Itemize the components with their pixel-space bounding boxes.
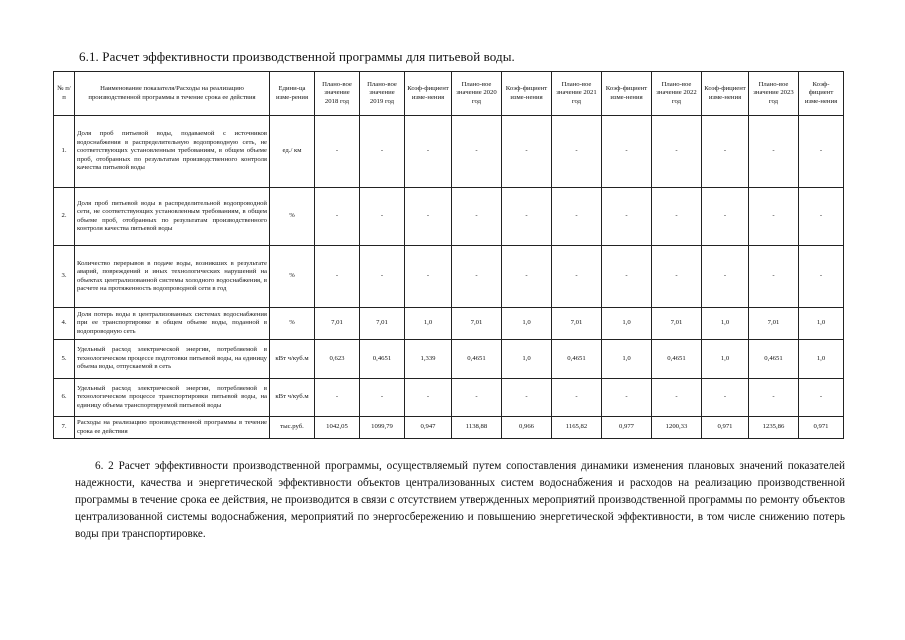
table-row: [54, 417, 844, 439]
value-cell: 1200,33: [652, 417, 702, 439]
column-header: Коэф-фициент изме-нения: [502, 72, 552, 116]
table-row: [54, 308, 844, 340]
value-cell: -: [749, 246, 799, 308]
column-header: Коэф-фициент изме-нения: [602, 72, 652, 116]
indicator-name: Доля проб питьевой воды, подаваемой с источников водоснабжения в распределительную водопроводную сеть, не соответствующих установленным требованиям, в общем объеме проб, отобранных по результатам производственного контроля качества питьевой воды: [75, 116, 270, 188]
value-cell: 1,0: [602, 340, 652, 379]
unit-cell: тыс.руб.: [270, 417, 315, 439]
value-cell: 1,339: [405, 340, 452, 379]
table-row: [54, 246, 844, 308]
value-cell: 1042,05: [315, 417, 360, 439]
unit-cell: %: [270, 188, 315, 246]
value-cell: -: [702, 188, 749, 246]
value-cell: 7,01: [749, 308, 799, 340]
table-row: [54, 116, 844, 188]
column-header: Коэф-фициент изме-нения: [405, 72, 452, 116]
value-cell: -: [502, 379, 552, 417]
value-cell: 0,966: [502, 417, 552, 439]
column-header: Коэф-фициент изме-нения: [702, 72, 749, 116]
value-cell: 1,0: [502, 308, 552, 340]
value-cell: -: [405, 188, 452, 246]
value-cell: 0,4651: [360, 340, 405, 379]
row-number: 7.: [54, 417, 75, 439]
column-header: Наименование показателя/Расходы на реализацию производственной программы в течение срока ее действия: [75, 72, 270, 116]
value-cell: 1138,88: [452, 417, 502, 439]
value-cell: -: [452, 188, 502, 246]
value-cell: 7,01: [552, 308, 602, 340]
value-cell: 1,0: [702, 308, 749, 340]
value-cell: -: [552, 116, 602, 188]
value-cell: -: [360, 379, 405, 417]
value-cell: 0,4651: [652, 340, 702, 379]
value-cell: -: [799, 116, 844, 188]
value-cell: 0,971: [702, 417, 749, 439]
indicator-name: Доля проб питьевой воды в распределительной водопроводной сети, не соответствующих установленным требованиям, в общем объеме проб, отобранных по результатам производственного контроля качества питьевой воды: [75, 188, 270, 246]
value-cell: -: [602, 116, 652, 188]
row-number: 6.: [54, 379, 75, 417]
efficiency-paragraph: 6. 2 Расчет эффективности производственной программы, осуществляемый путем сопоставления динамики изменения плановых значений показателей надежности, качества и энергетической эффективности объектов централизованных систем водоснабжения и расходов на реализацию производственной программы в течение срока ее действия, не производится в связи с отсутствием утвержденных мероприятий производственной программы по ремонту объектов централизованной системы водоснабжения, мероприятий по энергосбережению и повышению энергетической эффективности, в том числе снижению потерь воды при транспортировке.: [75, 460, 845, 540]
value-cell: -: [652, 116, 702, 188]
value-cell: -: [405, 246, 452, 308]
row-number: 5.: [54, 340, 75, 379]
value-cell: -: [799, 379, 844, 417]
value-cell: 0,4651: [749, 340, 799, 379]
value-cell: -: [405, 116, 452, 188]
indicator-name: Расходы на реализацию производственной программы в течение срока ее действия: [75, 417, 270, 439]
value-cell: 1099,79: [360, 417, 405, 439]
value-cell: -: [502, 116, 552, 188]
value-cell: -: [552, 379, 602, 417]
table-row: [54, 188, 844, 246]
value-cell: -: [702, 246, 749, 308]
value-cell: -: [799, 246, 844, 308]
value-cell: 0,623: [315, 340, 360, 379]
value-cell: -: [602, 188, 652, 246]
indicator-name: Удельный расход электрической энергии, потребляемой в технологическом процессе транспортировки питьевой воды, на единицу объема транспортируемой питьевой воды: [75, 379, 270, 417]
column-header: Плано-вое значение 2020 год: [452, 72, 502, 116]
column-header: Плано-вое значение 2023 год: [749, 72, 799, 116]
row-number: 2.: [54, 188, 75, 246]
efficiency-table: [53, 71, 844, 439]
value-cell: -: [652, 188, 702, 246]
value-cell: -: [502, 246, 552, 308]
value-cell: -: [702, 116, 749, 188]
value-cell: -: [405, 379, 452, 417]
value-cell: 0,971: [799, 417, 844, 439]
value-cell: 7,01: [652, 308, 702, 340]
value-cell: 1,0: [702, 340, 749, 379]
value-cell: 1235,86: [749, 417, 799, 439]
value-cell: -: [452, 379, 502, 417]
value-cell: -: [315, 246, 360, 308]
value-cell: 1,0: [405, 308, 452, 340]
column-header: Едини-ца изме-рения: [270, 72, 315, 116]
unit-cell: ед./ км: [270, 116, 315, 188]
value-cell: -: [552, 188, 602, 246]
value-cell: -: [799, 188, 844, 246]
value-cell: -: [360, 246, 405, 308]
value-cell: -: [315, 188, 360, 246]
value-cell: -: [652, 379, 702, 417]
value-cell: -: [452, 246, 502, 308]
unit-cell: кВт ч/куб.м: [270, 379, 315, 417]
value-cell: -: [602, 246, 652, 308]
column-header: Плано-вое значение 2019 год: [360, 72, 405, 116]
value-cell: -: [452, 116, 502, 188]
value-cell: 1165,82: [552, 417, 602, 439]
indicator-name: Удельный расход электрической энергии, потребляемой в технологическом процессе подготовки питьевой воды, на единицу объема воды, отпускаемой в сеть: [75, 340, 270, 379]
column-header: Плано-вое значение 2018 год: [315, 72, 360, 116]
value-cell: 0,947: [405, 417, 452, 439]
column-header: № п/п: [54, 72, 75, 116]
unit-cell: %: [270, 246, 315, 308]
table-row: [54, 340, 844, 379]
value-cell: -: [360, 116, 405, 188]
value-cell: 0,4651: [452, 340, 502, 379]
value-cell: -: [652, 246, 702, 308]
value-cell: -: [602, 379, 652, 417]
value-cell: -: [502, 188, 552, 246]
indicator-name: Доля потерь воды в централизованных системах водоснабжения при ее транспортировке в общем объеме воды, поданной в водопроводную сеть: [75, 308, 270, 340]
value-cell: -: [552, 246, 602, 308]
value-cell: 1,0: [799, 340, 844, 379]
section-heading: 6.1. Расчет эффективности производственной программы для питьевой воды.: [79, 49, 515, 64]
column-header: Плано-вое значение 2021 год: [552, 72, 602, 116]
value-cell: 0,4651: [552, 340, 602, 379]
value-cell: 7,01: [360, 308, 405, 340]
value-cell: -: [315, 379, 360, 417]
value-cell: -: [702, 379, 749, 417]
value-cell: -: [749, 116, 799, 188]
indicator-name: Количество перерывов в подаче воды, возникших в результате аварий, повреждений и иных технологических нарушений на объектах централизованной системы холодного водоснабжения, в расчете на протяженность водопроводной сети в год: [75, 246, 270, 308]
value-cell: 1,0: [799, 308, 844, 340]
unit-cell: %: [270, 308, 315, 340]
column-header: Плано-вое значение 2022 год: [652, 72, 702, 116]
table-row: [54, 379, 844, 417]
value-cell: 0,977: [602, 417, 652, 439]
value-cell: -: [360, 188, 405, 246]
value-cell: -: [749, 379, 799, 417]
unit-cell: кВт ч/куб.м: [270, 340, 315, 379]
value-cell: -: [315, 116, 360, 188]
value-cell: -: [749, 188, 799, 246]
value-cell: 7,01: [452, 308, 502, 340]
row-number: 4.: [54, 308, 75, 340]
value-cell: 7,01: [315, 308, 360, 340]
row-number: 1.: [54, 116, 75, 188]
value-cell: 1,0: [602, 308, 652, 340]
table-header-row: [54, 72, 844, 116]
column-header: Коэф-фициент изме-нения: [799, 72, 844, 116]
value-cell: 1,0: [502, 340, 552, 379]
row-number: 3.: [54, 246, 75, 308]
